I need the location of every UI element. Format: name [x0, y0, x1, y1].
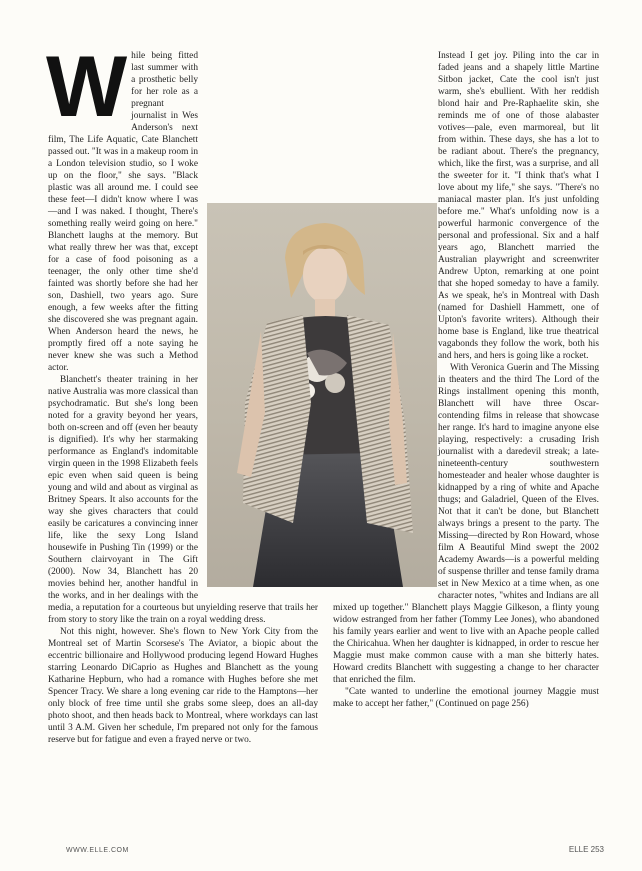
paragraph: With Veronica Guerin and The Missing in theaters and the third The Lord of the Rings installment opening this month, Blanchett will have three Oscar-contending films in release that showcase her range. It's hard to imagine anyone else playing, respectively: a crusading Irish journalist with a daredevil streak; a late-nineteenth-century southwestern homesteader and healer whose daughter is kidnapped by a ring of white and Apache thugs; and Galadriel, Queen of the Elves. Not that it can't be done, but Blanchett always brings a present to the party. The Missing—directed by Ron Howard, whose film A Beautiful Mind swept the 2002 Academy Awards—is a powerful melding of suspense thriller and tense family drama set in New Mexico at a time when, as one character notes, "whites and Indians are all mixed up together." Blanchett plays Maggie Gilkeson, a flinty young widow estranged from her father (Tommy Lee Jones), who abandoned his family years earlier and went to live with an Apache people called the Chiricahua. When her daughter is kidnapped, in order to rescue her Maggie must make common cause with a man she bitterly hates. Howard credits Blanchett with suggesting a change to her character that enriched the film. [333, 363, 599, 685]
paragraph: "Cate wanted to underline the emotional journey Maggie must make to accept her father," (Continued on page 256) [333, 687, 599, 709]
footer-website: WWW.ELLE.COM [66, 847, 129, 854]
paragraph-text-r1: Instead I get joy. Piling into the car in faded jeans and a shapely little Martine Sitbon jacket, Cate the cool isn't just warm, she's ebullient. With her reddish blond hair and Pre-Raphaelite skin, she reminds me of one of those alabaster votives—pale, even marmoreal, but lit from within. These days, she has a lot to be radiant about. There's the pregnancy, which, like the first, was a surprise, and all the sweeter for it. "I think that's what I love about my life," she says. "There's no maniacal master plan. It's just unfolding before me." What's unfolding now is a powerful harmonic convergence of the personal and professional. Six and a half years ago, Blanchett married the Australian playwright and screenwriter Andrew Upton, remarking at one point that she hoped someday to have a family. As we speak, he's in Montreal with Dash (named for Dashiell Hammett, one of Upton's favorite writers). Although their home base is England, like true theatrical vagabonds they follow the work, both his and hers, and hers is going like a rocket. [438, 51, 599, 361]
portrait-photo [207, 203, 437, 587]
drop-cap: W [46, 39, 128, 135]
portrait-illustration [207, 203, 437, 587]
paragraph-text-1: hile being fitted last summer with a prosthetic belly for her role as a pregnant journalist in Wes Anderson's next film, The Life Aquatic, Cate Blanchett passed out. "It was in a makeup room in a London television studio, so I woke up on the floor," she says. "Black plastic was all around me. I could see these feet—I didn't know where I was—and I was naked. I thought, There's something really weird going on here." Blanchett laughs at the memory. But what really threw her was that, except for a case of food poisoning as a teenager, the only other time she'd fainted was shortly before she had her son, Dashiell, two years ago. Sure enough, a few weeks after the fitting she discovered she was pregnant again. When Anderson heard the news, he promptly fired off a note saying he never knew she was such a Method actor. [48, 51, 198, 373]
footer-page-number: ELLE 253 [568, 845, 604, 854]
paragraph: Not this night, however. She's flown to New York City from the Montreal set of Martin Scorsese's The Aviator, a biopic about the eccentric billionaire and Hollywood producing legend Howard Hughes starring Leonardo DiCaprio as Hughes and Blanchett as the young Katharine Hepburn, who had a romance with Hughes before she met Spencer Tracy. We share a long evening car ride to the Hamptons—her only block of free time until she grabs some sleep, does an all-day photo shoot, and then heads back to Montreal, where workdays can last until 3 A.M. Given her schedule, I'm prepared not only for the famous reserve but for fatigue and even a frayed nerve or two. [48, 627, 318, 745]
paragraph: Blanchett's theater training in her native Australia was more classical than psychodramatic. But she's long been noted for a gravity beyond her years, both on-screen and off (even her beauty is dignified). It's why her starmaking performance as England's indomitable virgin queen in the 1998 Elizabeth feels epic even when said queen is being young and wild and about as virginal as Britney Spears. It also accounts for the way she gives characters that could easily be caricatures a convincing inner life, like the sexy Long Island housewife in Pushing Tin (1999) or the Southern clairvoyant in The Gift (2000). Now 34, Blanchett has 20 movies behind her, another handful in the works, and in her dealings with the media, a reputation for a courteous but unyielding reserve that trails her from story to story like the train on a royal wedding dress. [48, 375, 318, 625]
